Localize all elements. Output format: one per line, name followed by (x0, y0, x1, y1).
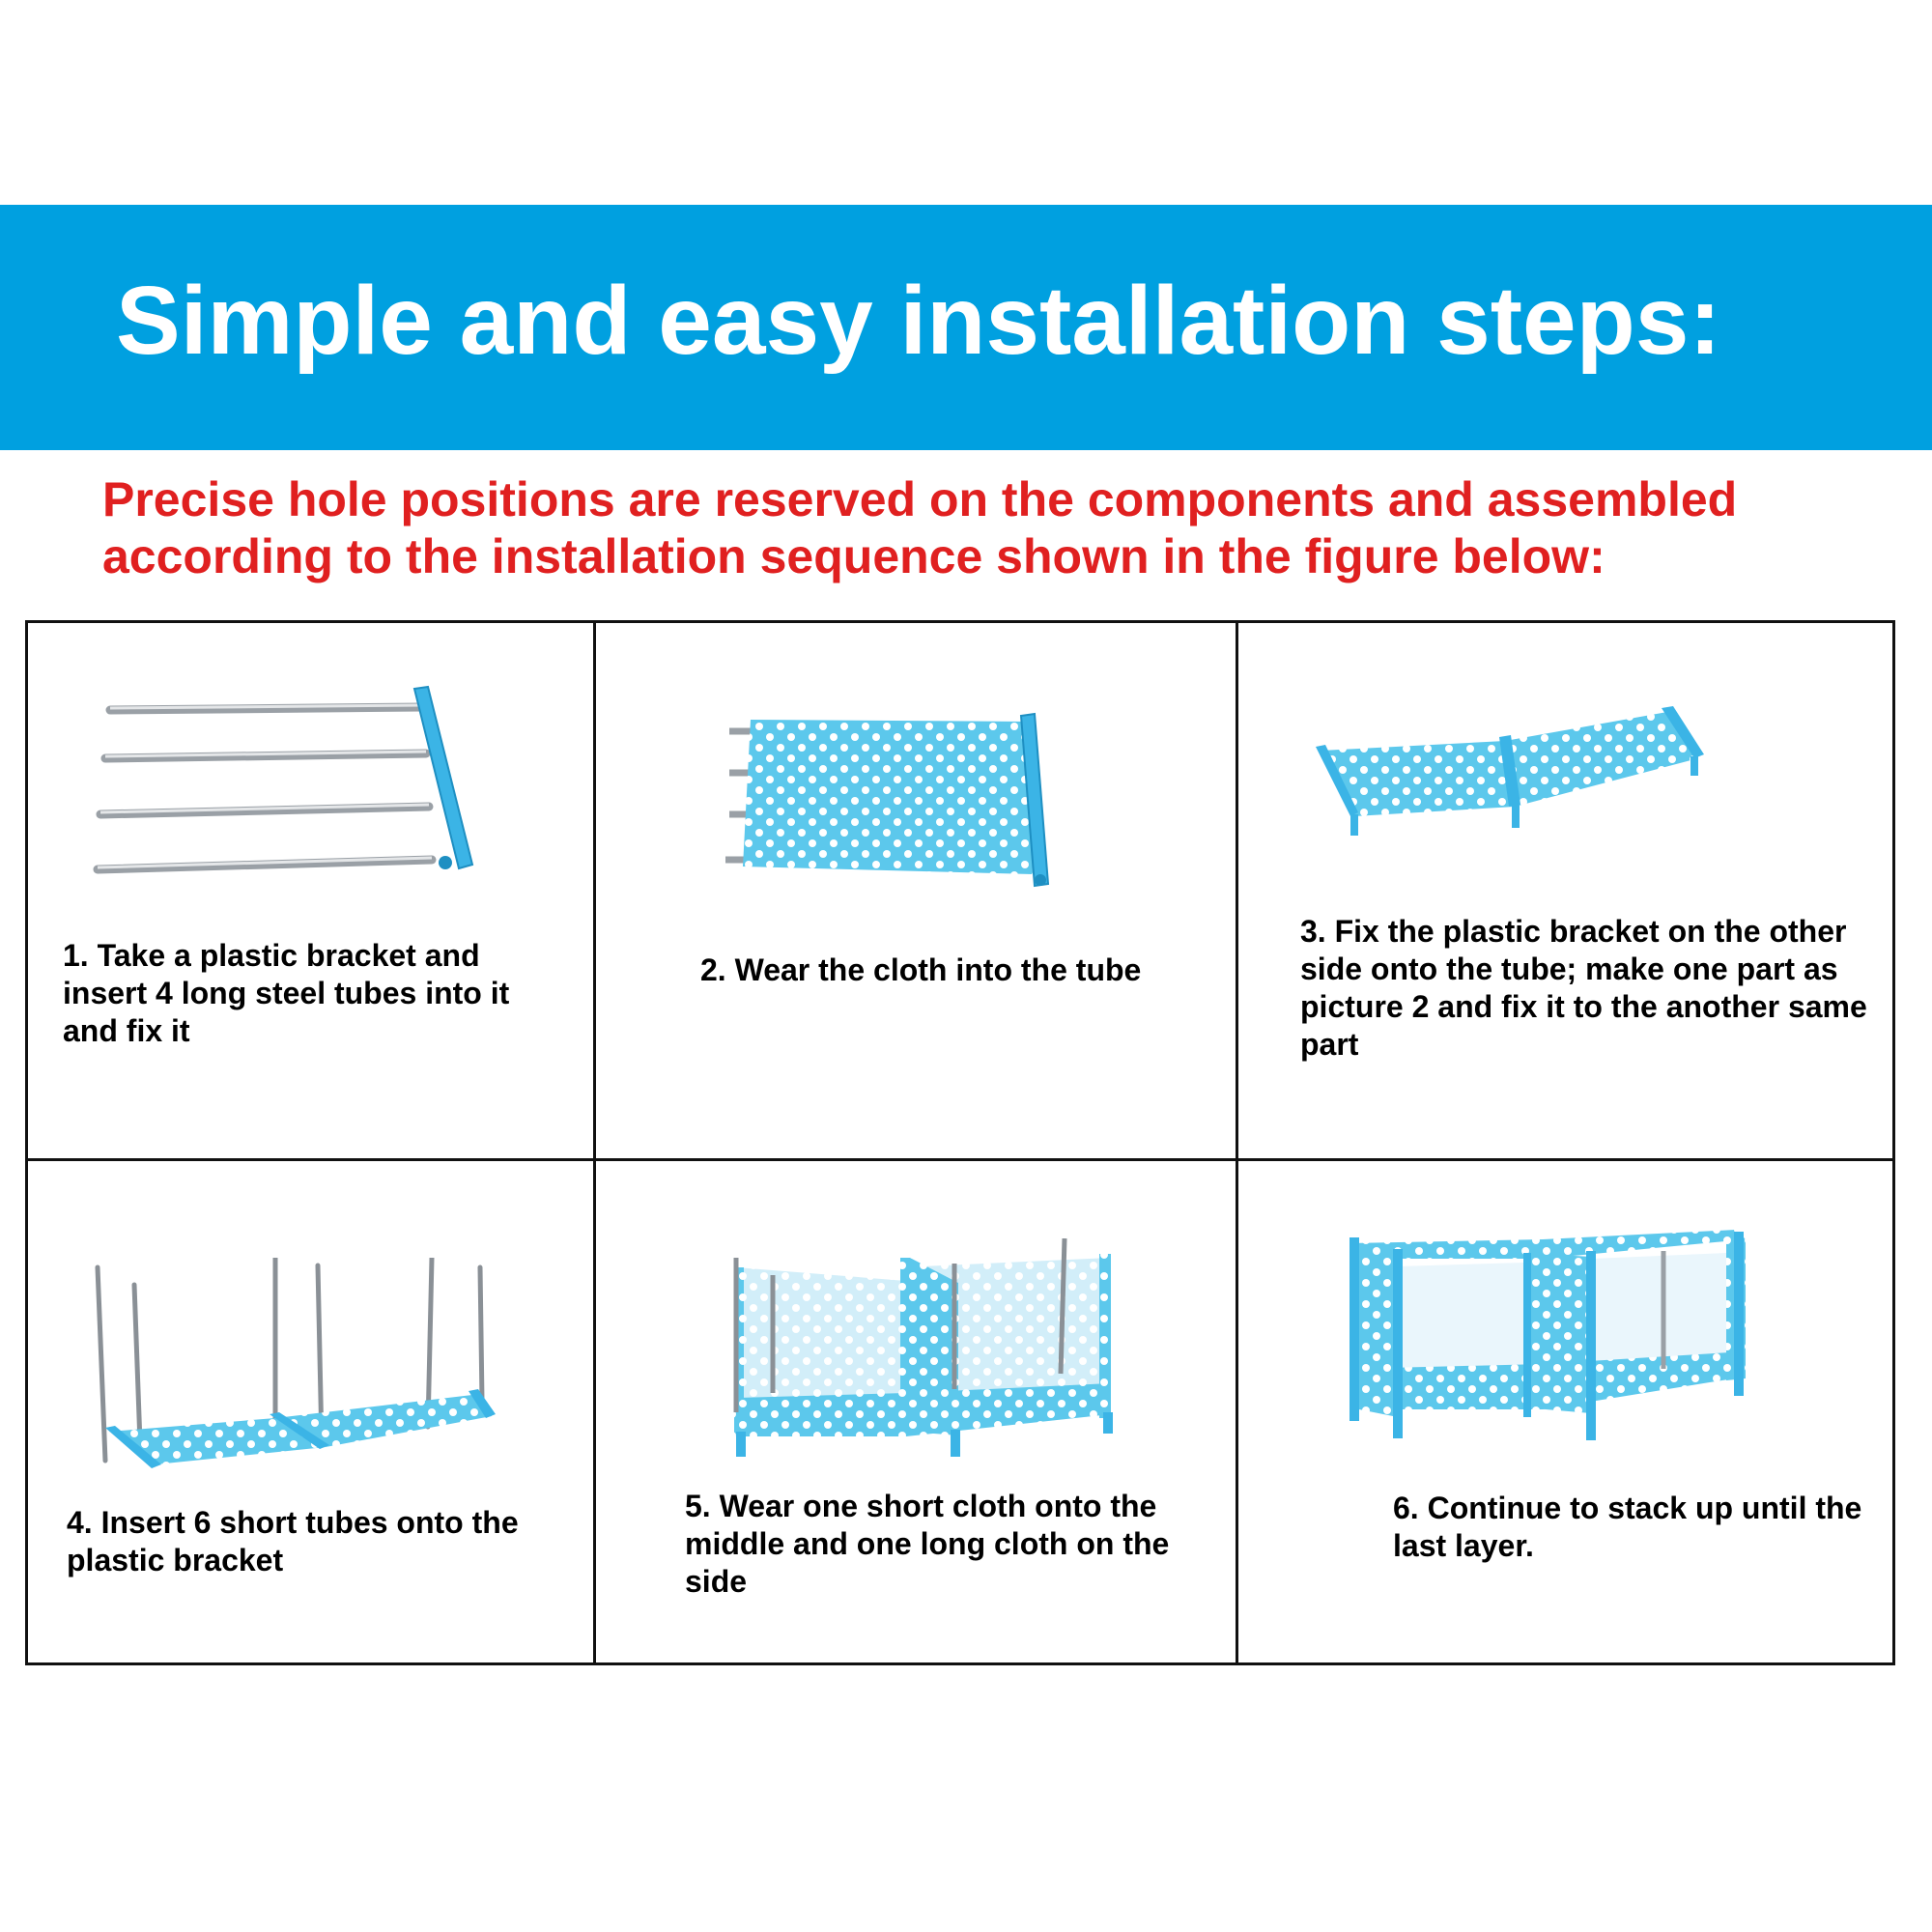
step-text: 2. Wear the cloth into the tube (700, 952, 1142, 987)
step-text: 5. Wear one short cloth onto the middle and one long cloth on the side (685, 1489, 1170, 1599)
finished-cabinet-icon (1350, 1224, 1755, 1446)
step-text: 3. Fix the plastic bracket on the other side onto the tube; make one part as picture 2 and fix it to the another same part (1300, 914, 1867, 1062)
step-cell-5 (596, 1161, 1236, 1665)
step-text: 6. Continue to stack up until the last layer. (1393, 1491, 1862, 1563)
double-shelf-icon (1316, 700, 1721, 836)
step-cell-1 (28, 623, 593, 1158)
bracket-with-tubes-icon (86, 681, 492, 874)
step-cell-3 (1238, 623, 1895, 1158)
shelf-with-walls-icon (726, 1238, 1132, 1461)
cloth-panel-icon (722, 710, 1069, 894)
shelf-with-posts-icon (86, 1258, 521, 1480)
steps-grid (25, 620, 1895, 1665)
header-banner (0, 205, 1932, 450)
step-cell-6 (1238, 1161, 1895, 1665)
step-text: 1. Take a plastic bracket and insert 4 long steel tubes into it and fix it (63, 938, 510, 1048)
page-title: Simple and easy installation steps: (116, 267, 1721, 375)
intro-text: Precise hole positions are reserved on the components and assembled according to the installation sequence shown in the figure below: (102, 472, 1738, 583)
step-cell-2 (596, 623, 1236, 1158)
step-text: 4. Insert 6 short tubes onto the plastic bracket (67, 1505, 519, 1577)
step-cell-4 (28, 1161, 593, 1665)
